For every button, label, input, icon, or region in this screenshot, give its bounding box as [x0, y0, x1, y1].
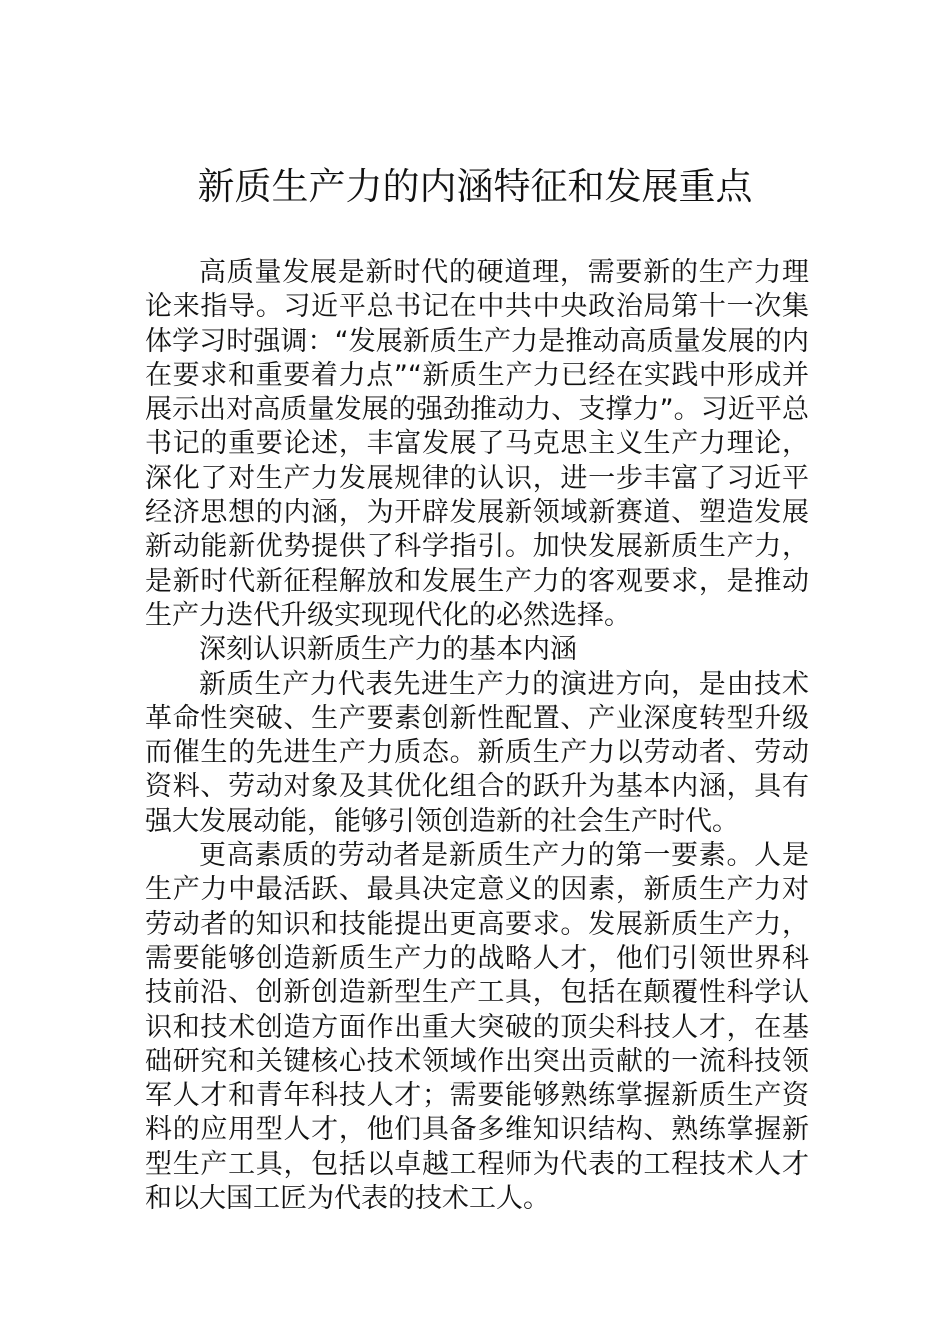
- section-heading: 深刻认识新质生产力的基本内涵: [199, 634, 577, 666]
- paragraph-connotation: 新质生产力代表先进生产力的演进方向，是由技术革命性突破、生产要素创新性配置、产业深度转型升级而催生的先进生产力质态。新质生产力以劳动者、劳动资料、劳动对象及其优化组合的跃升为基本内涵，具有强大发展动能，能够引领创造新的社会生产时代。: [145, 668, 809, 837]
- paragraph-intro: 高质量发展是新时代的硬道理，需要新的生产力理论来指导。习近平总书记在中共中央政治局第十一次集体学习时强调：“发展新质生产力是推动高质量发展的内在要求和重要着力点”“新质生产力已经在实践中形成并展示出对高质量发展的强劲推动力、支撑力”。习近平总书记的重要论述，丰富发展了马克思主义生产力理论，深化了对生产力发展规律的认识，进一步丰富了习近平经济思想的内涵，为开辟发展新领域新赛道、塑造发展新动能新优势提供了科学指引。加快发展新质生产力，是新时代新征程解放和发展生产力的客观要求，是推动生产力迭代升级实现现代化的必然选择。: [145, 257, 809, 631]
- document-body: [145, 256, 809, 1216]
- document-title: 新质生产力的内涵特征和发展重点: [197, 165, 753, 208]
- paragraph-workers: 更高素质的劳动者是新质生产力的第一要素。人是生产力中最活跃、最具决定意义的因素，新质生产力对劳动者的知识和技能提出更高要求。发展新质生产力，需要能够创造新质生产力的战略人才，他们引领世界科技前沿、创新创造新型生产工具，包括在颠覆性科学认识和技术创造方面作出重大突破的顶尖科技人才，在基础研究和关键核心技术领域作出突出贡献的一流科技领军人才和青年科技人才；需要能够熟练掌握新质生产资料的应用型人才，他们具备多维知识结构、熟练掌握新型生产工具，包括以卓越工程师为代表的工程技术人才和以大国工匠为代表的技术工人。: [145, 840, 809, 1215]
